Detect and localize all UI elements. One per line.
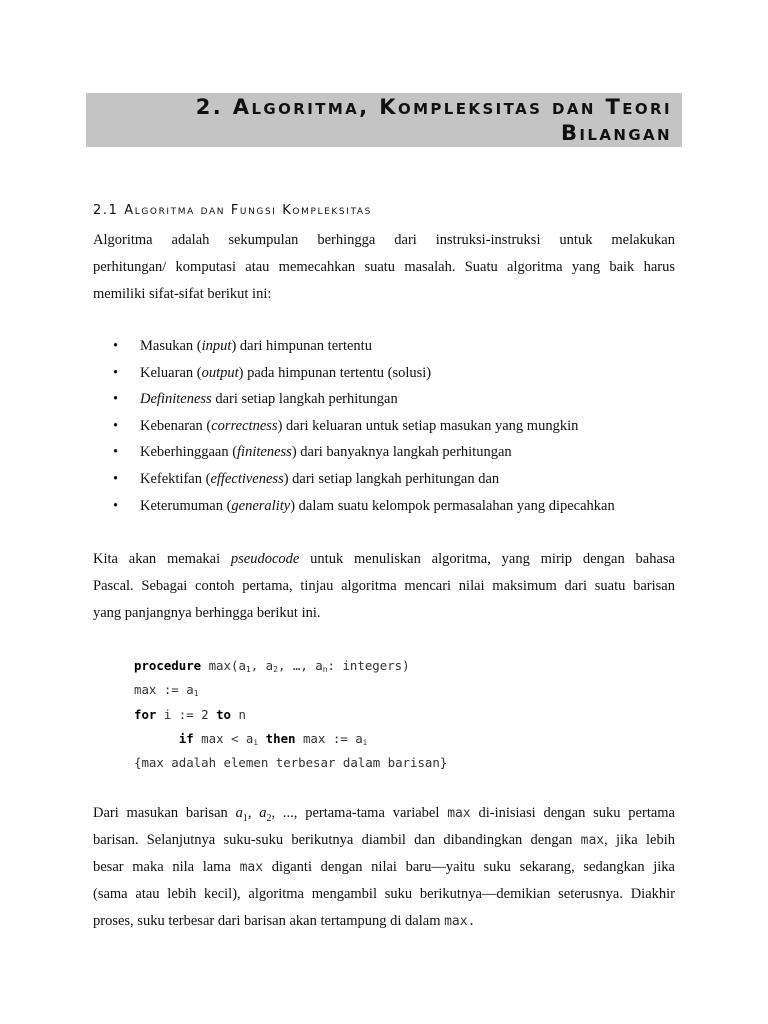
chapter-header: [86, 93, 682, 147]
text-run: besar maka nila lama: [93, 859, 240, 875]
paragraph-line: [93, 827, 675, 854]
code-text: max(a: [201, 658, 246, 673]
subscript: i: [253, 737, 259, 747]
keyword: to: [216, 706, 231, 722]
paragraph-line: [93, 800, 675, 827]
paragraph-line: [93, 854, 675, 881]
item-text: Masukan (: [140, 338, 202, 354]
list-item: [113, 493, 683, 520]
code-text: n: [231, 706, 246, 722]
item-text: ) dalam suatu kelompok permasalahan yang dipecahkan: [290, 497, 615, 514]
paragraph-line: (sama atau lebih kecil), algoritma mengambil suku berikutnya—demikian seterusnya. Diakhir: [93, 886, 675, 902]
item-term: correctness: [211, 417, 278, 434]
list-item: [113, 360, 683, 387]
keyword: procedure: [134, 658, 202, 673]
variable: a: [235, 805, 243, 821]
intro-line: Algoritma adalah sekumpulan berhingga dari instruksi-instruksi untuk melakukan: [93, 232, 675, 248]
keyword: for: [134, 706, 157, 722]
paragraph-line: [93, 546, 675, 573]
pseudocode-term: pseudocode: [230, 551, 300, 567]
text-run: diganti dengan nilai baru—yaitu suku sekarang, sedangkan jika: [263, 859, 675, 875]
subscript: i: [362, 737, 368, 747]
text-run: Kita akan memakai: [93, 551, 231, 567]
paragraph-line: Pascal. Sebagai contoh pertama, tinjau algoritma mencari nilai maksimum dari suatu barisan: [93, 578, 675, 594]
text-run: di-inisiasi dengan suku pertama: [470, 805, 675, 821]
intro-line: memiliki sifat-sifat berikut ini:: [93, 286, 272, 302]
keyword: then: [258, 730, 296, 746]
item-text: ) dari setiap langkah perhitungan dan: [283, 470, 500, 487]
explanation-paragraph: [93, 800, 675, 935]
paragraph-line: yang panjangnya berhingga berikut ini.: [93, 605, 321, 621]
code-indent: [134, 731, 179, 746]
chapter-title-line2: Bilangan: [561, 121, 672, 145]
list-item: [113, 333, 683, 360]
bullet-icon: •: [113, 391, 119, 408]
code-inline: max: [580, 833, 605, 848]
intro-paragraph: [93, 227, 675, 308]
text-run: Dari masukan barisan: [93, 805, 236, 821]
item-term: input: [201, 338, 232, 354]
text-run: proses, suku terbesar dari barisan akan tertampung di dalam: [93, 913, 445, 929]
list-item: [113, 413, 683, 440]
subscript: 1: [242, 812, 248, 824]
math-var: [236, 805, 243, 821]
text-run: ,: [247, 805, 260, 821]
item-text: Kefektifan (: [140, 470, 211, 487]
item-term: generality: [231, 497, 291, 514]
keyword: if: [178, 730, 194, 746]
code-line-for: [134, 703, 447, 727]
item-term: Definiteness: [140, 391, 212, 408]
text-run: untuk menuliskan algoritma, yang mirip dengan bahasa: [299, 551, 675, 567]
item-text: Keluaran (: [140, 364, 202, 381]
subscript: 1: [245, 665, 251, 674]
code-text: max := a: [134, 682, 194, 698]
chapter-title: [112, 94, 672, 146]
item-text: ) pada himpunan tertentu (solusi): [238, 364, 432, 381]
item-text: Kebenaran (: [140, 417, 212, 434]
code-line-init: [134, 678, 447, 702]
bullet-icon: •: [113, 338, 119, 354]
item-text: ) dari himpunan tertentu: [231, 338, 372, 354]
item-term: finiteness: [237, 444, 292, 461]
code-line-if: [134, 727, 447, 751]
code-inline: max: [444, 914, 468, 929]
item-text: dari setiap langkah perhitungan: [211, 391, 398, 408]
subscript: 2: [273, 665, 278, 674]
item-text: Keterumuman (: [140, 497, 232, 514]
text-run: barisan. Selanjutnya suku-suku berikutnya diambil dan dibandingkan dengan: [93, 832, 581, 848]
intro-line: perhitungan/ komputasi atau memecahkan suatu masalah. Suatu algoritma yang baik harus: [93, 259, 675, 275]
code-text: i := 2: [156, 706, 217, 722]
code-inline: max: [447, 806, 471, 821]
code-text: max := a: [295, 730, 363, 746]
bullet-icon: •: [113, 444, 119, 461]
variable: a: [259, 805, 267, 821]
list-item: [113, 466, 683, 493]
text-run: , ..., pertama-tama variabel: [271, 805, 448, 821]
code-text: max < a: [193, 730, 254, 746]
paragraph-line: [93, 908, 675, 935]
properties-list: [113, 333, 683, 519]
bullet-icon: •: [113, 497, 119, 514]
section-title: 2.1 Algoritma dan Fungsi Kompleksitas: [93, 203, 372, 218]
subscript: n: [322, 665, 328, 674]
chapter-title-line1: 2. Algoritma, Kompleksitas dan Teori: [195, 95, 672, 119]
code-text: , a: [250, 658, 274, 673]
subscript: 1: [193, 689, 199, 699]
code-line-procedure: [134, 654, 447, 678]
code-inline: max: [239, 860, 264, 875]
code-text: : integers): [327, 658, 410, 673]
code-text: , …, a: [277, 658, 323, 673]
code-line-comment: {max adalah elemen terbesar dalam barisan}: [134, 755, 448, 771]
text-run: , jika lebih: [604, 832, 675, 848]
subscript: 2: [266, 812, 272, 824]
list-item: [113, 439, 683, 466]
pseudocode-block: [134, 654, 447, 775]
text-run: .: [467, 914, 476, 929]
item-text: Keberhinggaan (: [140, 444, 238, 461]
item-text: ) dari keluaran untuk setiap masukan yang mungkin: [277, 417, 579, 434]
bullet-icon: •: [113, 364, 119, 381]
pseudocode-intro-paragraph: [93, 546, 675, 627]
item-term: output: [201, 364, 239, 381]
bullet-icon: •: [113, 470, 119, 487]
item-text: ) dari banyaknya langkah perhitungan: [291, 444, 512, 461]
bullet-icon: •: [113, 417, 119, 434]
item-term: effectiveness: [210, 470, 284, 487]
list-item: [113, 386, 683, 413]
